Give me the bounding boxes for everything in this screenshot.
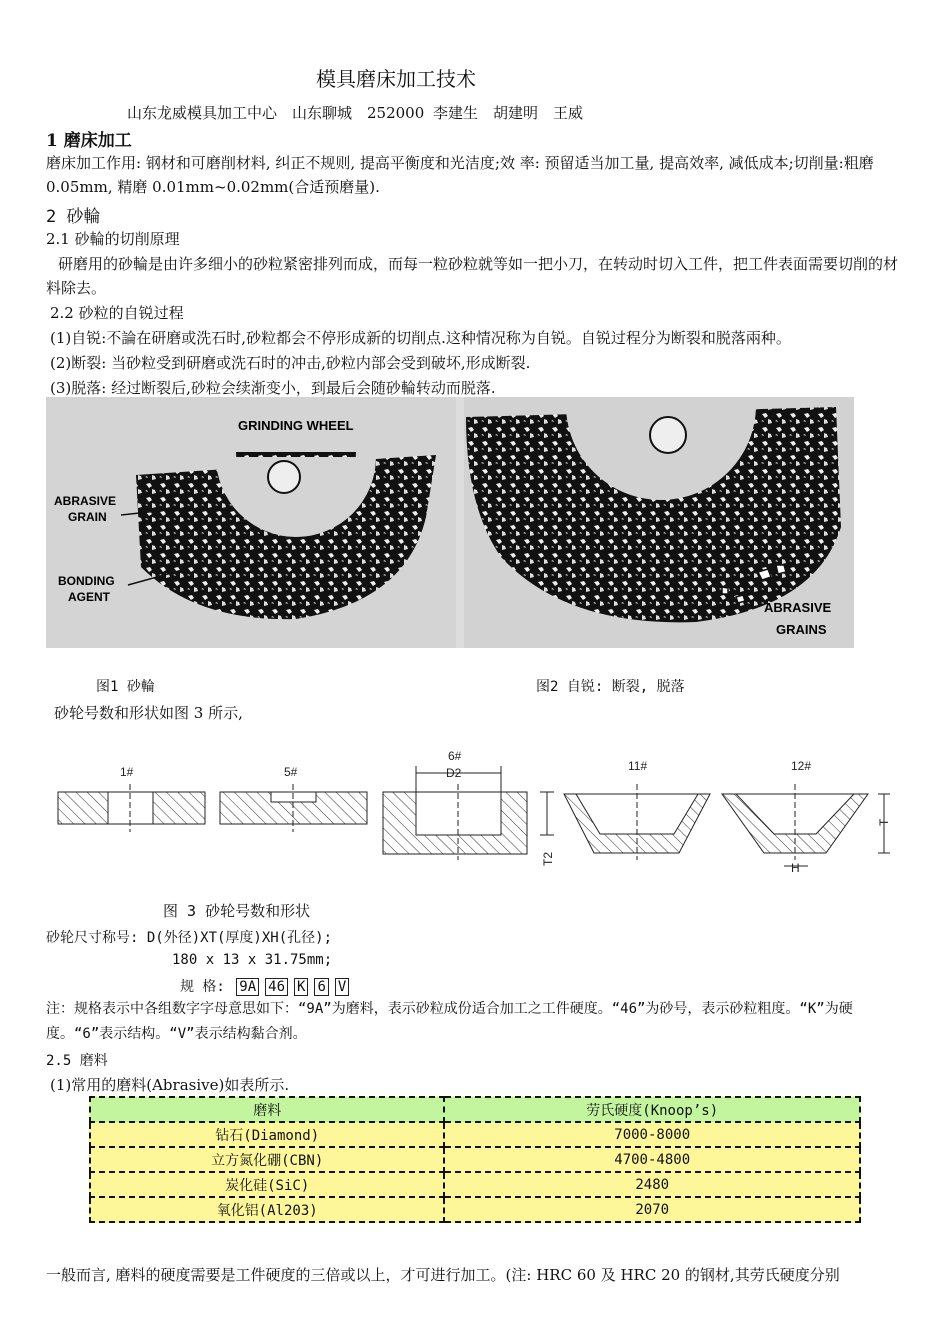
cell-abrasive: 炭化硅(SiC) <box>90 1172 444 1197</box>
shape-6 <box>383 749 555 866</box>
svg-text:T2: T2 <box>541 851 555 866</box>
doc-authors: 山东龙威模具加工中心 山东聊城 252000 李建生 胡建明 王威 <box>127 104 584 122</box>
fig2-caption: 图2 自锐: 断裂, 脱落 <box>536 679 685 695</box>
cell-hardness: 4700-4800 <box>444 1147 860 1172</box>
table-row <box>90 1147 860 1172</box>
table-header-row <box>90 1097 860 1122</box>
cell-hardness: 2070 <box>444 1197 860 1222</box>
section1-heading: 1 磨床加工 <box>46 131 132 151</box>
abrasive-table <box>89 1096 861 1223</box>
shape-1 <box>58 765 205 832</box>
sub22-heading: 2.2 砂粒的自锐过程 <box>50 304 184 322</box>
size-example: 180 x 13 x 31.75mm; <box>172 952 333 968</box>
fig3-caption: 图 3 砂轮号数和形状 <box>163 902 311 920</box>
spec-label: 规 格: <box>180 979 225 995</box>
svg-text:H: H <box>791 861 800 875</box>
shape-5 <box>220 765 367 832</box>
label-abrasive-right: ABRASIVE <box>764 600 832 615</box>
cell-abrasive: 立方氮化硼(CBN) <box>90 1147 444 1172</box>
table-row <box>90 1172 860 1197</box>
header-abrasive: 磨料 <box>90 1097 444 1122</box>
table-row <box>90 1197 860 1222</box>
abrasive-intro: (1)常用的磨料(Abrasive)如表所示. <box>50 1076 290 1094</box>
section2-heading: 2 砂輪 <box>46 207 101 227</box>
header-knoop: 劳氏硬度(Knoop’s) <box>444 1097 860 1122</box>
spec-code-structure: 6 <box>314 978 328 996</box>
svg-text:5#: 5# <box>284 765 298 779</box>
label-grains-right: GRAINS <box>776 622 827 637</box>
wheel-hole <box>268 461 300 493</box>
doc-title: 模具磨床加工技术 <box>316 67 476 91</box>
svg-text:T: T <box>877 818 891 826</box>
label-grinding-wheel: GRINDING WHEEL <box>238 418 354 433</box>
item-3: (3)脱落: 经过断裂后,砂粒会续渐变小，到最后会随砂輪转动而脱落. <box>50 379 496 397</box>
size-label: 砂轮尺寸称号: D(外径)XT(厚度)XH(孔径); <box>46 930 333 946</box>
cell-hardness: 7000-8000 <box>444 1122 860 1147</box>
grinding-wheel-photo <box>46 397 854 648</box>
shape-11 <box>564 759 710 860</box>
table-row <box>90 1122 860 1147</box>
shape-12 <box>722 759 891 875</box>
svg-text:D2: D2 <box>446 766 462 780</box>
spec-line <box>180 976 352 996</box>
cell-abrasive: 钻石(Diamond) <box>90 1122 444 1147</box>
item-2: (2)断裂: 当砂粒受到研磨或洗石时的冲击,砂粒内部会受到破坏,形成断裂. <box>50 354 531 372</box>
cell-hardness: 2480 <box>444 1172 860 1197</box>
svg-text:1#: 1# <box>120 765 134 779</box>
spec-code-grit: 46 <box>265 978 288 996</box>
wheel-shapes-diagram <box>46 740 896 890</box>
label-bonding: BONDING <box>58 574 115 588</box>
spec-code-bond: V <box>335 978 349 996</box>
sub21-text: 研磨用的砂輪是由许多细小的砂粒紧密排列而成，而每一粒砂粒就等如一把小刀，在转动时切入工件，把工件表面需要切削的材料除去。 <box>46 255 899 297</box>
label-agent: AGENT <box>68 590 110 604</box>
spec-code-abrasive: 9A <box>236 978 259 996</box>
section1-text: 磨床加工作用: 钢材和可磨削材料, 纠正不规则, 提高平衡度和光洁度;效 率: 预留适当加工量, 提高效率, 减低成本;切削量:粗磨 0.05mm, 精磨 0.01mm~0.02mm(合适预磨量). <box>46 154 874 196</box>
label-grain: GRAIN <box>68 510 107 524</box>
cell-abrasive: 氧化铝(Al203) <box>90 1197 444 1222</box>
spec-code-hardness: K <box>294 978 308 996</box>
item-1: (1)自锐:不論在研磨或洗石时,砂粒都会不停形成新的切削点.这种情况称为自锐。自锐过程分为断裂和脱落兩种。 <box>50 329 791 347</box>
svg-text:12#: 12# <box>791 759 812 773</box>
label-abrasive: ABRASIVE <box>54 494 117 508</box>
fig3-intro: 砂轮号数和形状如图 3 所示, <box>54 704 243 722</box>
sub21-heading: 2.1 砂輪的切削原理 <box>46 230 180 248</box>
final-text: 一般而言, 磨料的硬度需要是工件硬度的三倍或以上，才可进行加工。(注: HRC 60 及 HRC 20 的钢材,其劳氏硬度分别 <box>46 1266 840 1284</box>
fig1-caption: 图1 砂輪 <box>96 679 155 695</box>
sub25-heading: 2.5 磨料 <box>46 1053 108 1069</box>
worn-wheel-hole <box>650 417 686 453</box>
svg-text:6#: 6# <box>448 749 462 763</box>
svg-text:11#: 11# <box>628 759 648 773</box>
spec-note: 注：规格表示中各组数字字母意思如下：“9A”为磨料，表示砂粒成份适合加工之工件硬度。“46”为砂号，表示砂粒粗度。“K”为硬度。“6”表示结构。“V”表示结构黏合剂。 <box>46 1001 853 1042</box>
